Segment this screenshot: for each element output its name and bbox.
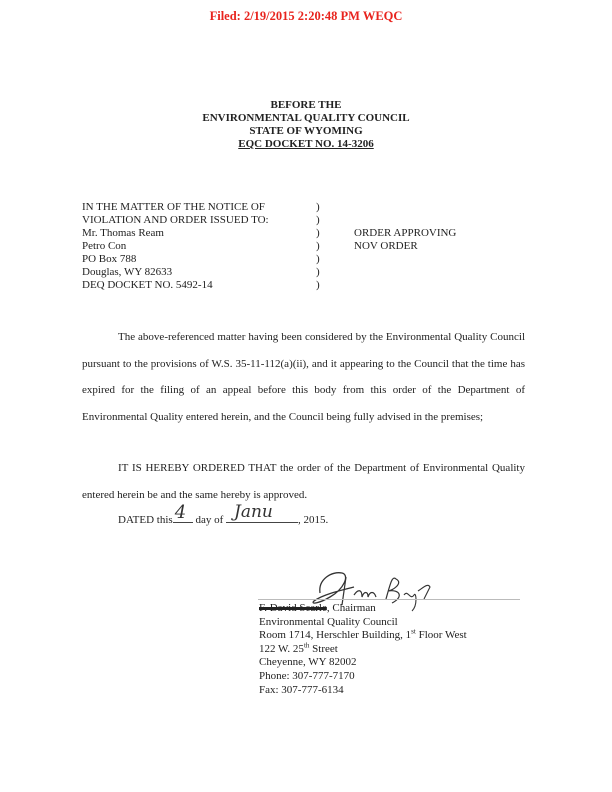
respondent-po-box: PO Box 788	[82, 253, 137, 265]
dated-prefix: DATED this	[118, 514, 173, 526]
handwritten-month: Janu	[234, 502, 273, 522]
month-blank	[226, 502, 298, 523]
paren: )	[316, 279, 320, 291]
signer-room	[259, 629, 467, 643]
paren: )	[316, 266, 320, 278]
paren: )	[316, 240, 320, 252]
dated-line	[118, 502, 329, 533]
day-blank	[173, 502, 193, 523]
paren: )	[316, 253, 320, 265]
order-title	[354, 227, 456, 253]
heading-line-2: ENVIRONMENTAL QUALITY COUNCIL	[202, 112, 410, 124]
paren: )	[316, 214, 320, 226]
respondent-city: Douglas, WY 82633	[82, 266, 173, 278]
signer-organization: Environmental Quality Council	[259, 615, 398, 628]
signer-title: , Chairman	[326, 602, 376, 614]
respondent-name: Mr. Thomas Ream	[82, 227, 164, 239]
order-title-line-1: ORDER APPROVING	[354, 227, 457, 239]
body-paragraph-1: The above-referenced matter having been considered by the Environmental Quality Council pursuant to the provisions of W.S. 35-11-112(a)(ii), and it appearing to the Council that the time has expired for the filing of an appeal before this body from this order of the Department of Environmental Quality entered herein, and the Council being fully advised in the premises;	[82, 331, 525, 423]
signer-street	[259, 643, 467, 657]
order-title-line-2: NOV ORDER	[354, 240, 418, 252]
respondent-company: Petro Con	[82, 240, 127, 252]
filed-stamp: Filed: 2/19/2015 2:20:48 PM WEQC	[209, 9, 403, 23]
body-paragraph-2: IT IS HEREBY ORDERED THAT the order of the Department of Environmental Quality entered herein be and the same hereby is approved.	[82, 462, 525, 501]
heading-line-1: BEFORE THE	[270, 99, 342, 111]
paren: )	[316, 227, 320, 239]
street-text: 122 W. 25	[259, 642, 304, 655]
eqc-docket-number: EQC DOCKET NO. 14-3206	[238, 138, 374, 150]
signer-phone: Phone: 307-777-7170	[259, 669, 355, 682]
caption-line: VIOLATION AND ORDER ISSUED TO:	[82, 214, 269, 226]
room-text-end: Floor West	[415, 629, 467, 642]
room-sup: st	[411, 627, 416, 636]
dated-middle: day of	[195, 514, 224, 526]
caption-parentheses	[316, 201, 320, 292]
signer-fax: Fax: 307-777-6134	[259, 683, 344, 696]
handwritten-day: 4	[174, 502, 187, 523]
signature-block	[259, 602, 467, 697]
room-text: Room 1714, Herschler Building, 1	[259, 629, 412, 642]
street-text-end: Street	[309, 642, 338, 655]
dated-suffix: , 2015.	[298, 514, 329, 526]
heading-line-3: STATE OF WYOMING	[249, 125, 363, 137]
signer-name: F. David Searle	[259, 602, 327, 614]
document-heading	[0, 99, 612, 151]
street-sup: th	[303, 641, 310, 650]
signature-line	[258, 599, 520, 600]
paren: )	[316, 201, 320, 213]
caption-line: IN THE MATTER OF THE NOTICE OF	[82, 201, 265, 213]
deq-docket-number: DEQ DOCKET NO. 5492-14	[82, 279, 213, 291]
case-caption	[82, 201, 269, 292]
signer-city: Cheyenne, WY 82002	[259, 656, 357, 669]
